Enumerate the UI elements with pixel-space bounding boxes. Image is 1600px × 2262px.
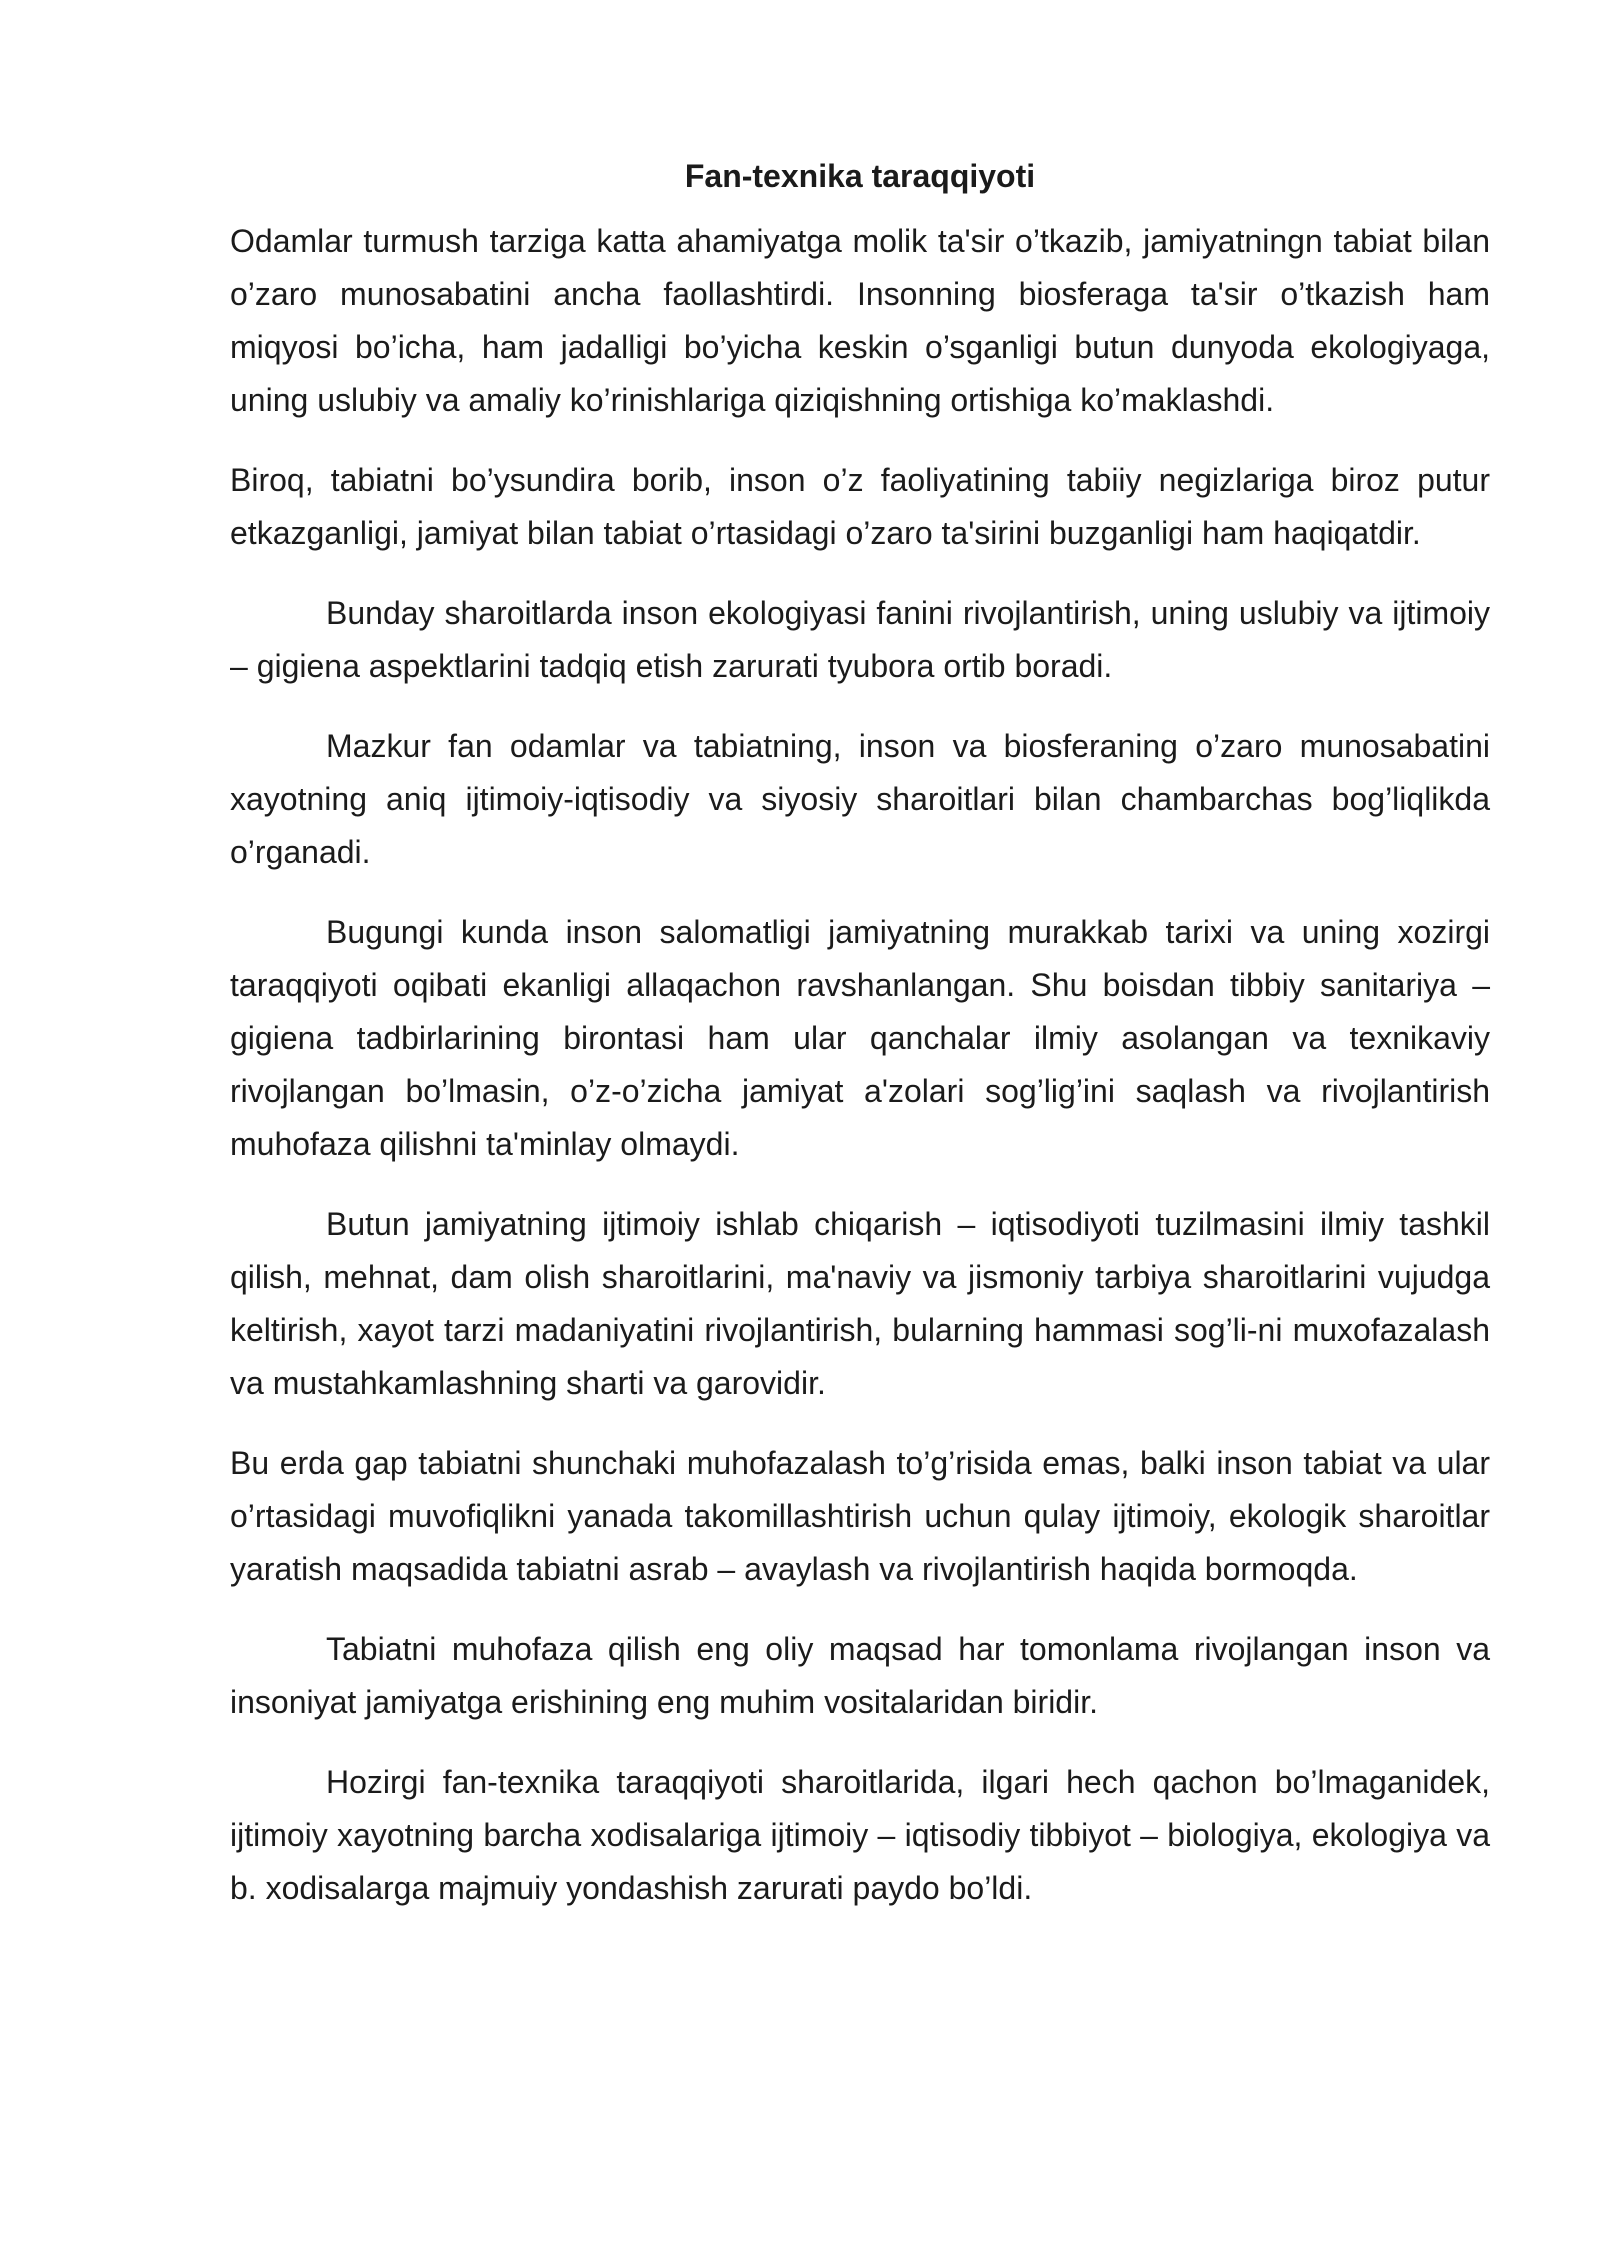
paragraph-6: Butun jamiyatning ijtimoiy ishlab chiqarish – iqtisodiyoti tuzilmasini ilmiy tashkil qilish, mehnat, dam olish sharoitlarini, ma'naviy va jismoniy tarbiya sharoitlarini vujudga keltirish, xayot tarzi madaniyatini rivojlantirish, bularning hammasi sog’li-ni muxofazalash va mustahkamlashning sharti va garovidir.	[230, 1206, 1490, 1401]
document-title: Fan-texnika taraqqiyoti	[684, 158, 1036, 194]
paragraph-5: Bugungi kunda inson salomatligi jamiyatning murakkab tarixi va uning xozirgi taraqqiyoti oqibati ekanligi allaqachon ravshanlangan. Shu boisdan tibbiy sanitariya – gigiena tadbirlarining birontasi ham ular qanchalar ilmiy asolangan va texnikaviy rivojlangan bo’lmasin, o’z-o’zicha jamiyat a'zolari sog’lig’ini saqlash va rivojlantirish muhofaza qilishni ta'minlay olmaydi.	[230, 914, 1490, 1162]
paragraph-3: Bunday sharoitlarda inson ekologiyasi fanini rivojlantirish, uning uslubiy va ijtimoiy – gigiena aspektlarini tadqiq etish zarurati tyubora ortib boradi.	[230, 595, 1490, 684]
document-page	[230, 150, 1490, 1942]
paragraph-4: Mazkur fan odamlar va tabiatning, inson va biosferaning o’zaro munosabatini xayotning aniq ijtimoiy-iqtisodiy va siyosiy sharoitlari bilan chambarchas bog’liqlikda o’rganadi.	[230, 728, 1490, 870]
paragraph-8: Tabiatni muhofaza qilish eng oliy maqsad har tomonlama rivojlangan inson va insoniyat jamiyatga erishining eng muhim vositalaridan biridir.	[230, 1631, 1490, 1720]
paragraph-9: Hozirgi fan-texnika taraqqiyoti sharoitlarida, ilgari hech qachon bo’lmaganidek, ijtimoiy xayotning barcha xodisalariga ijtimoiy – iqtisodiy tibbiyot – biologiya, ekologiya va b. xodisalarga majmuiy yondashish zarurati paydo bo’ldi.	[230, 1764, 1490, 1906]
paragraph-1: Odamlar turmush tarziga katta ahamiyatga molik ta'sir o’tkazib, jamiyatningn tabiat bilan o’zaro munosabatini ancha faollashtirdi. Insonning biosferaga ta'sir o’tkazish ham miqyosi bo’icha, ham jadalligi bo’yicha keskin o’sganligi butun dunyoda ekologiyaga, uning uslubiy va amaliy ko’rinishlariga qiziqishning ortishiga ko’maklashdi.	[230, 223, 1490, 418]
paragraph-2: Biroq, tabiatni bo’ysundira borib, inson o’z faoliyatining tabiiy negizlariga biroz putur etkazganligi, jamiyat bilan tabiat o’rtasidagi o’zaro ta'sirini buzganligi ham haqiqatdir.	[230, 462, 1490, 551]
paragraph-7: Bu erda gap tabiatni shunchaki muhofazalash to’g’risida emas, balki inson tabiat va ular o’rtasidagi muvofiqlikni yanada takomillashtirish uchun qulay ijtimoiy, ekologik sharoitlar yaratish maqsadida tabiatni asrab – avaylash va rivojlantirish haqida bormoqda.	[230, 1445, 1490, 1587]
